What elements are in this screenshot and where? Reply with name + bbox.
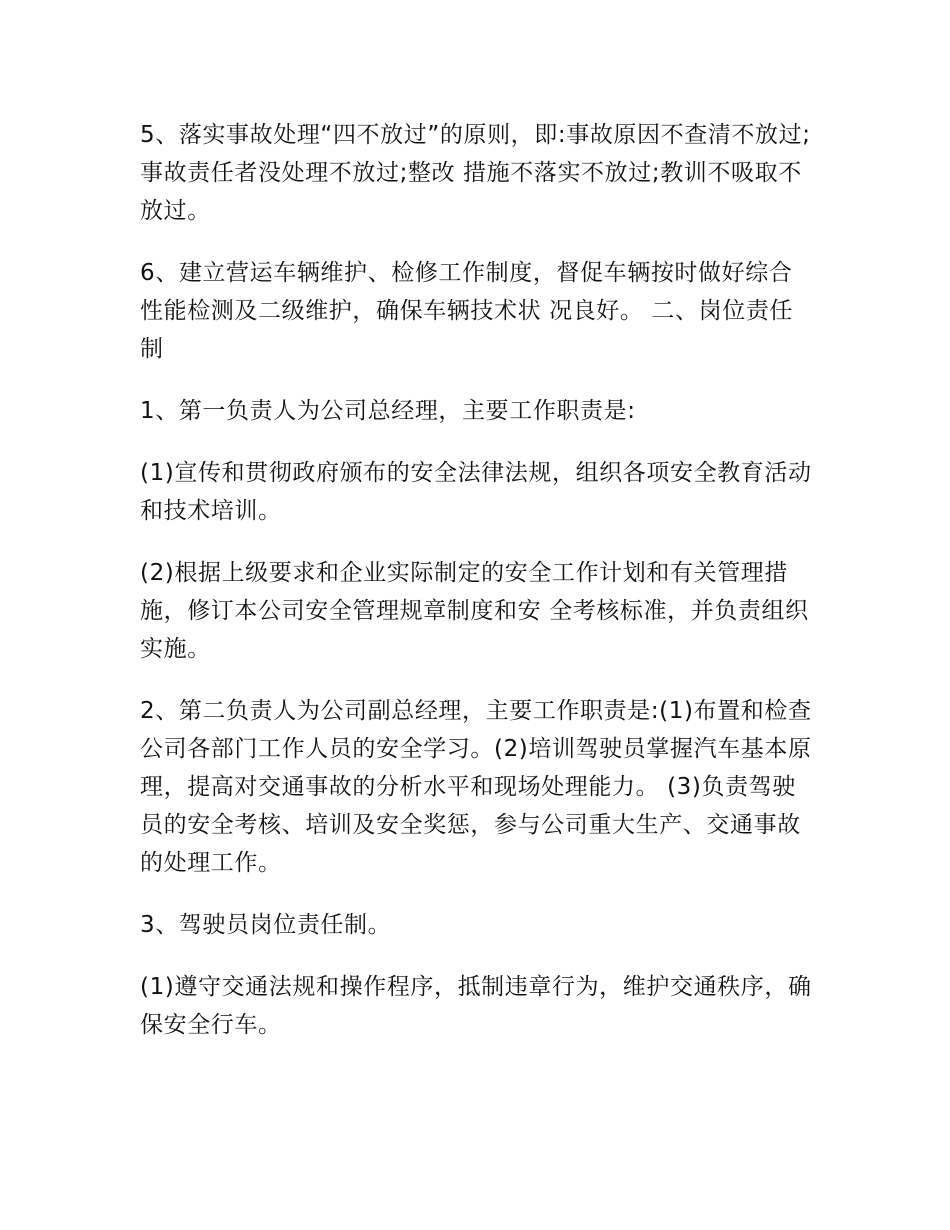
paragraph-second-responsible-person: 2、第二负责人为公司副总经理，主要工作职责是:(1)布置和检查公司各部门工作人员的安全学习。(2)培训驾驶员掌握汽车基本原理，提高对交通事故的分析水平和现场处理能力。 (3)负责驾驶员的安全考核、培训及安全奖惩，参与公司重大生产、交通事故的处理工作。 xyxy=(140,698,812,876)
paragraph-driver-responsibility: 3、驾驶员岗位责任制。 xyxy=(140,912,392,938)
document-page xyxy=(140,116,812,1044)
paragraph-first-responsible-person: 1、第一负责人为公司总经理，主要工作职责是: xyxy=(140,398,636,424)
paragraph-duty-1-publicize-laws: (1)宣传和贯彻政府颁布的安全法律法规，组织各项安全教育活动和技术培训。 xyxy=(140,460,812,524)
paragraph-item-5-accident-principle: 5、落实事故处理“四不放过”的原则，即:事故原因不查清不放过;事故责任者没处理不放过;整改 措施不落实不放过;教训不吸取不放过。 xyxy=(140,122,811,224)
paragraph-duty-2-safety-plan: (2)根据上级要求和企业实际制定的安全工作计划和有关管理措施，修订本公司安全管理规章制度和安 全考核标准，并负责组织实施。 xyxy=(140,560,809,662)
paragraph-driver-duty-1: (1)遵守交通法规和操作程序，抵制违章行为，维护交通秩序，确保安全行车。 xyxy=(140,974,812,1038)
paragraph-item-6-vehicle-maintenance: 6、建立营运车辆维护、检修工作制度，督促车辆按时做好综合性能检测及二级维护，确保车辆技术状 况良好。 二、岗位责任制 xyxy=(140,260,794,362)
